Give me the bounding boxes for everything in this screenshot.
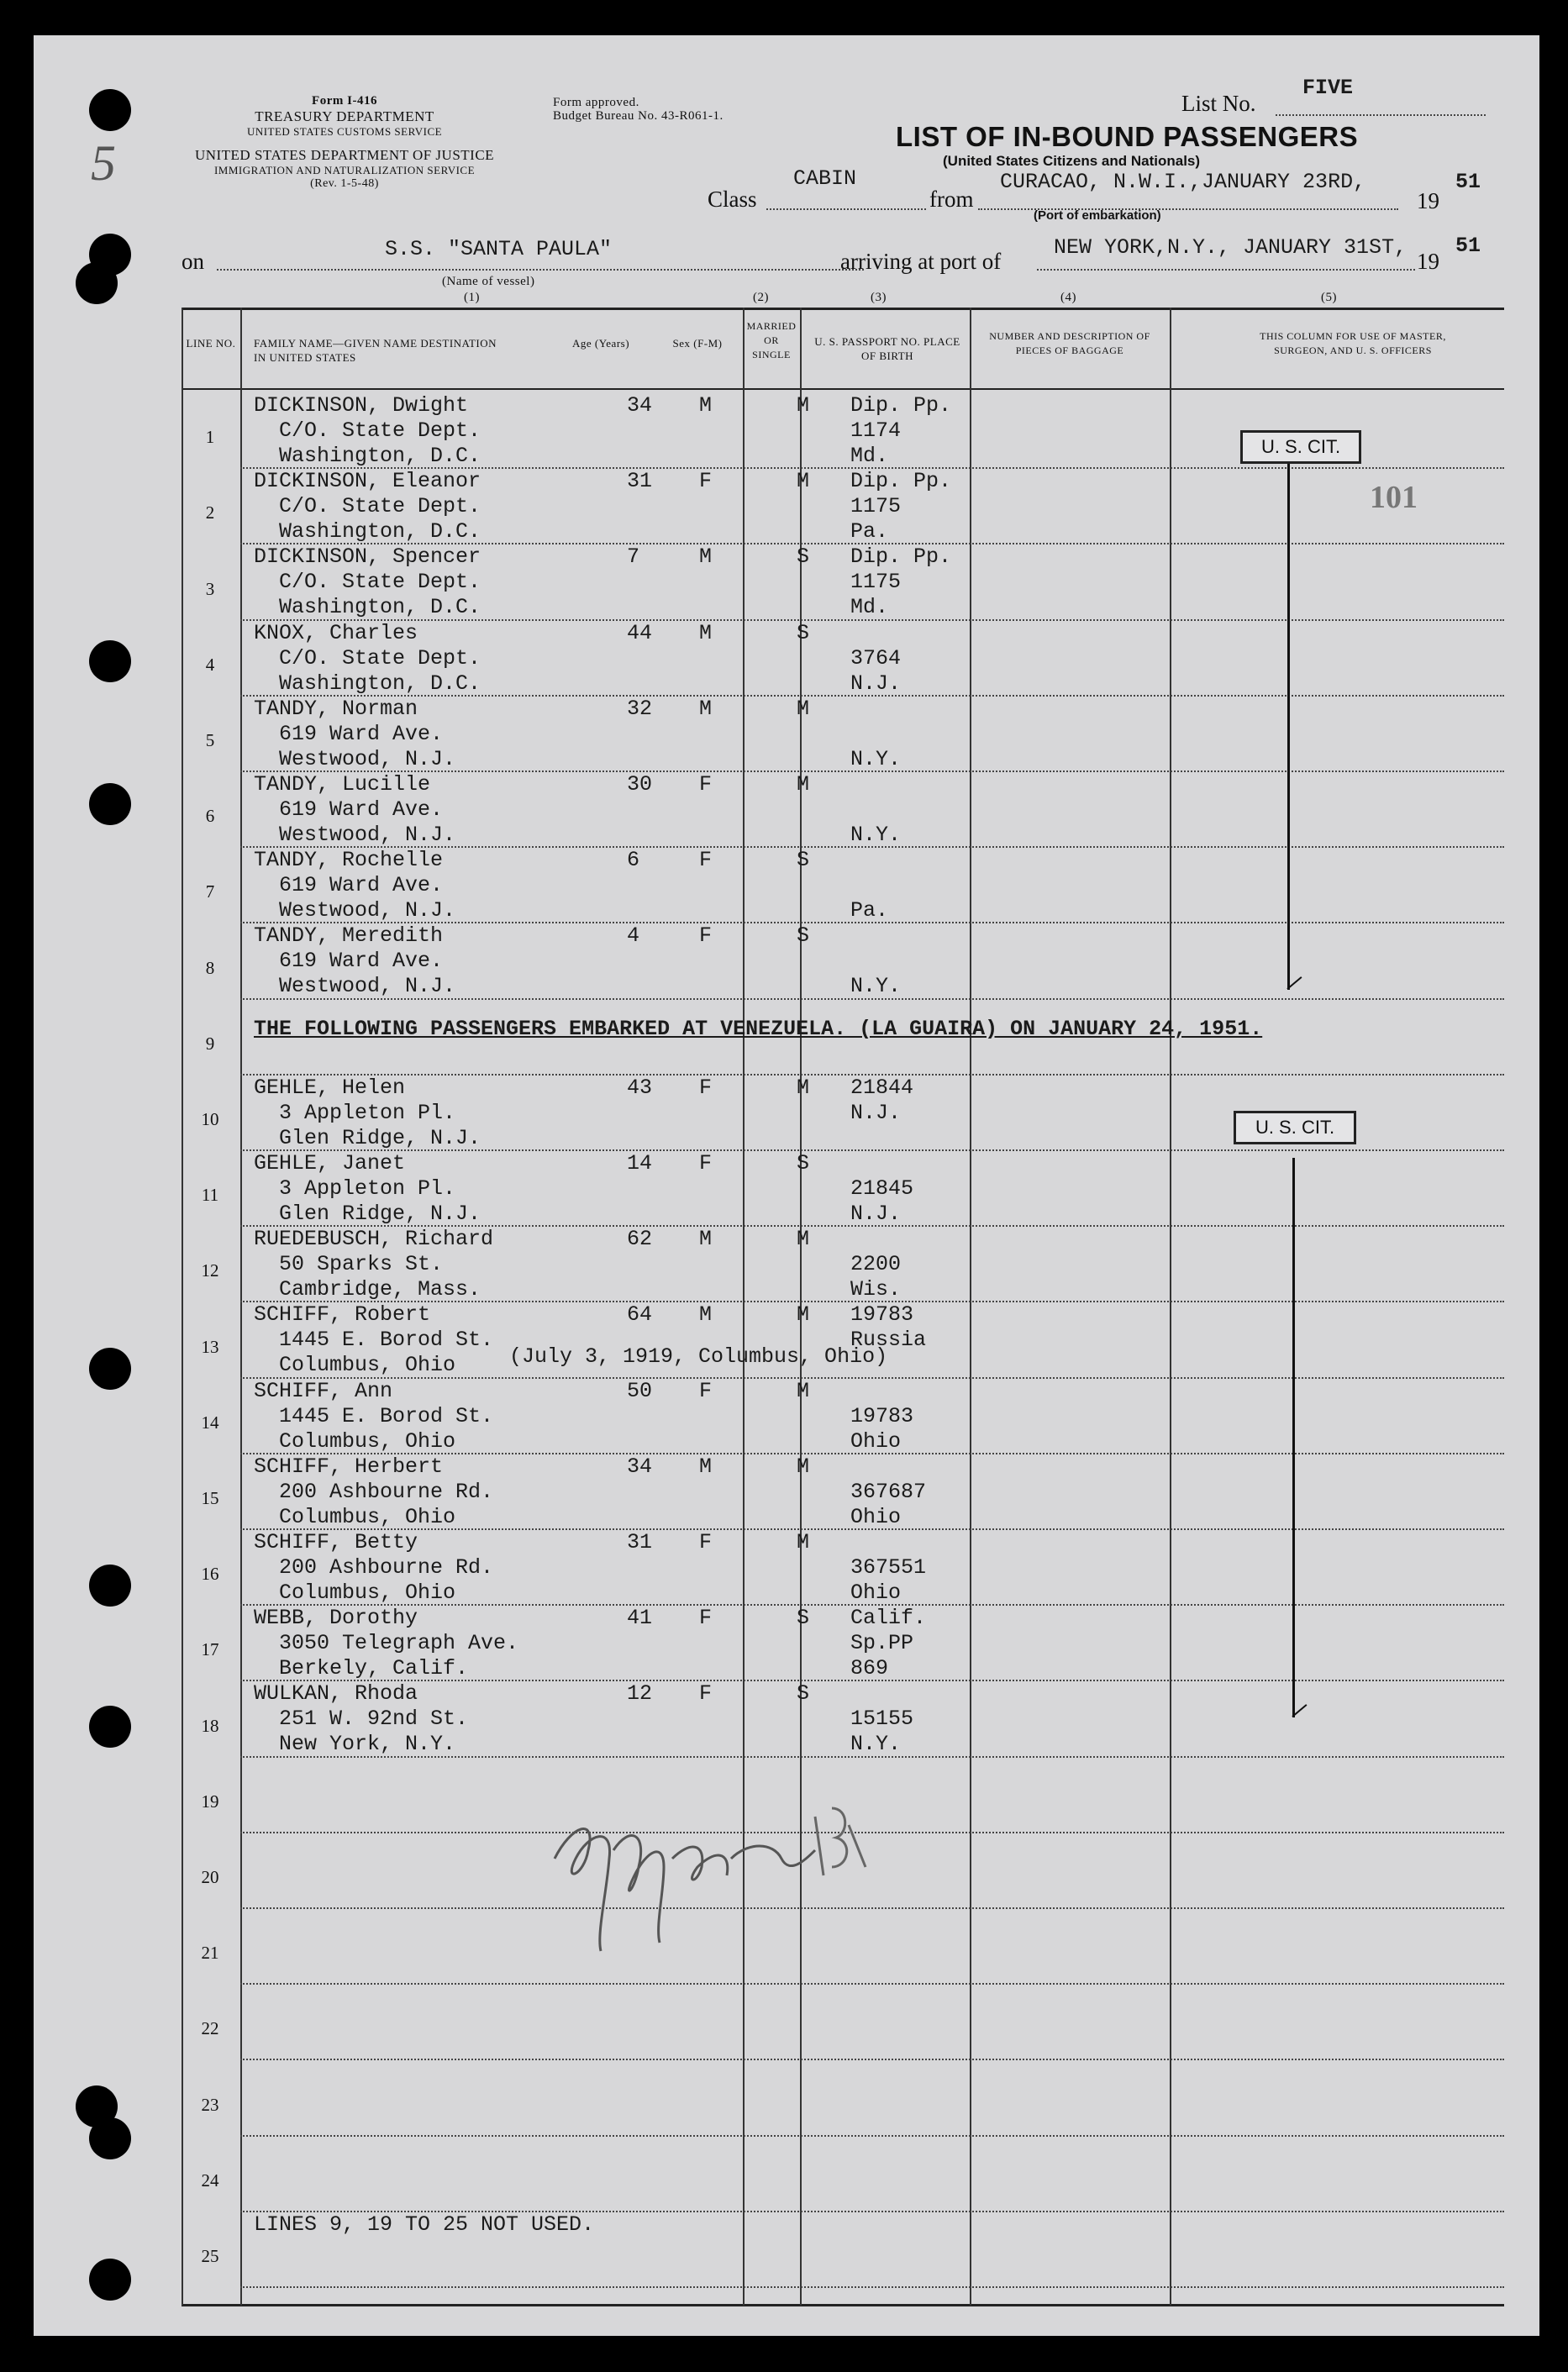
passport-birthplace: 21844 N.J. <box>850 1075 914 1125</box>
passenger-marital: M <box>797 1302 810 1328</box>
page-title: LIST OF IN-BOUND PASSENGERS <box>896 121 1359 152</box>
header-officers: THIS COLUMN FOR USE OF MASTER, SURGEON, AND U. S. OFFICERS <box>1260 330 1446 356</box>
row-divider <box>240 2059 1504 2060</box>
line-number: 23 <box>201 2094 219 2115</box>
col-line <box>743 308 745 2306</box>
from-year-prefix: 19 <box>1417 188 1439 213</box>
header-married: MARRIED OR SINGLE <box>746 320 797 360</box>
passenger-age: 43 <box>627 1075 653 1100</box>
row-divider <box>240 1983 1504 1985</box>
punch-hole <box>89 783 131 825</box>
passenger-age: 64 <box>627 1302 653 1328</box>
from-year: 51 <box>1455 170 1481 194</box>
passport-birthplace: Pa. <box>850 898 889 923</box>
punch-hole <box>89 2117 131 2159</box>
line-number: 5 <box>205 730 215 750</box>
line-number: 4 <box>205 654 215 675</box>
passenger-sex: F <box>699 1530 713 1554</box>
punch-hole <box>89 1565 131 1607</box>
passenger-sex: M <box>699 544 713 570</box>
passenger-marital: M <box>797 1378 810 1403</box>
bracket-line <box>1292 1158 1295 1717</box>
class-label: Class <box>708 187 757 212</box>
passenger-age: 62 <box>627 1227 653 1252</box>
arriving-year: 51 <box>1455 234 1481 258</box>
birth-note: (July 3, 1919, Columbus, Ohio) <box>509 1344 888 1369</box>
arriving-value: NEW YORK,N.Y., JANUARY 31ST, <box>1054 235 1408 260</box>
passenger-sex: M <box>699 1454 713 1479</box>
table-bottom-border <box>182 2304 1504 2306</box>
passenger-sex: F <box>699 1075 713 1100</box>
passenger-marital: S <box>797 848 810 873</box>
passenger-sex: M <box>699 620 713 645</box>
passenger-name: GEHLE, Janet 3 Appleton Pl. Glen Ridge, N.J. <box>254 1151 481 1226</box>
passenger-name: SCHIFF, Betty 200 Ashbourne Rd. Columbus, Ohio <box>254 1530 494 1605</box>
passenger-name: DICKINSON, Dwight C/O. State Dept. Washington, D.C. <box>254 393 481 468</box>
table-top-border <box>182 308 1504 310</box>
from-value: CURACAO, N.W.I.,JANUARY 23RD, <box>1000 170 1366 194</box>
passenger-name: SCHIFF, Herbert 200 Ashbourne Rd. Columbus, Ohio <box>254 1454 494 1529</box>
arriving-label: arriving at port of <box>840 249 1002 274</box>
punch-hole <box>89 89 131 131</box>
budget-bureau: Budget Bureau No. 43-R061-1. <box>553 109 723 123</box>
col-num-3: (3) <box>871 291 887 304</box>
header-sex: Sex (F-M) <box>672 337 723 350</box>
passenger-age: 14 <box>627 1151 653 1175</box>
list-no-label: List No. <box>1181 91 1256 116</box>
line-number: 16 <box>201 1564 219 1585</box>
passenger-age: 32 <box>627 696 653 721</box>
passenger-name: SCHIFF, Ann 1445 E. Borod St. Columbus, Ohio <box>254 1378 494 1454</box>
col-num-2: (2) <box>753 291 769 304</box>
passenger-name: GEHLE, Helen 3 Appleton Pl. Glen Ridge, N.J. <box>254 1075 481 1150</box>
header-baggage: NUMBER AND DESCRIPTION OF PIECES OF BAGGAGE <box>989 330 1150 356</box>
punch-hole <box>89 2259 131 2301</box>
bracket-line <box>1287 464 1290 990</box>
passenger-name: TANDY, Norman 619 Ward Ave. Westwood, N.J. <box>254 696 456 771</box>
passenger-marital: M <box>797 1075 810 1100</box>
line-number: 22 <box>201 2018 219 2039</box>
passenger-sex: F <box>699 469 713 494</box>
arriving-line <box>1037 269 1415 271</box>
passenger-sex: F <box>699 1681 713 1707</box>
passenger-age: 31 <box>627 469 653 494</box>
header-line-no: LINE NO. <box>186 337 236 350</box>
passenger-name: WEBB, Dorothy 3050 Telegraph Ave. Berkely, Calif. <box>254 1606 519 1681</box>
passenger-age: 50 <box>627 1378 653 1403</box>
table-header-border <box>182 388 1504 390</box>
dept-justice-sub: IMMIGRATION AND NATURALIZATION SERVICE <box>213 164 476 176</box>
passport-birthplace: 15155 N.Y. <box>850 1707 914 1757</box>
passenger-sex: F <box>699 848 713 873</box>
passenger-sex: F <box>699 772 713 797</box>
passport-birthplace: 19783 Ohio <box>850 1403 914 1454</box>
passenger-age: 30 <box>627 772 653 797</box>
class-line <box>766 208 926 210</box>
passenger-marital: S <box>797 923 810 949</box>
passenger-sex: M <box>699 1302 713 1328</box>
passenger-sex: F <box>699 1606 713 1631</box>
passenger-name: LINES 9, 19 TO 25 NOT USED. <box>254 2212 595 2237</box>
passenger-name: DICKINSON, Eleanor C/O. State Dept. Washington, D.C. <box>254 469 481 544</box>
passport-birthplace: Dip. Pp. 1175 Pa. <box>850 469 952 544</box>
passenger-marital: S <box>797 1606 810 1631</box>
header-name: FAMILY NAME—GIVEN NAME DESTINATION IN UNITED STATES <box>254 337 497 364</box>
page-subtitle: (United States Citizens and Nationals) <box>943 153 1201 169</box>
passenger-marital: M <box>797 469 810 494</box>
passenger-marital: M <box>797 1530 810 1554</box>
passenger-marital: M <box>797 1227 810 1252</box>
passenger-marital: S <box>797 1151 810 1175</box>
passenger-age: 31 <box>627 1530 653 1554</box>
passenger-name: TANDY, Rochelle 619 Ward Ave. Westwood, N.J. <box>254 848 456 923</box>
embarked-note: THE FOLLOWING PASSENGERS EMBARKED AT VENEZUELA. (LA GUAIRA) ON JANUARY 24, 1951. <box>254 1017 1263 1041</box>
line-number: 10 <box>201 1109 219 1129</box>
passport-birthplace: 19783 Russia <box>850 1302 927 1353</box>
passenger-sex: M <box>699 393 713 418</box>
passenger-age: 44 <box>627 620 653 645</box>
passenger-marital: M <box>797 696 810 721</box>
passenger-name: SCHIFF, Robert 1445 E. Borod St. Columbus, Ohio <box>254 1302 494 1378</box>
us-citizen-stamp: U. S. CIT. <box>1234 1111 1356 1144</box>
passenger-marital: S <box>797 1681 810 1707</box>
line-number: 7 <box>205 881 215 902</box>
passenger-sex: M <box>699 696 713 721</box>
form-approved: Form approved. <box>553 96 639 109</box>
passport-birthplace: 3764 N.J. <box>850 645 902 696</box>
passenger-sex: F <box>699 923 713 949</box>
line-number: 20 <box>201 1867 219 1887</box>
passenger-marital: S <box>797 620 810 645</box>
passenger-sex: F <box>699 1151 713 1175</box>
col-num-5: (5) <box>1321 291 1337 304</box>
line-number: 2 <box>205 502 215 523</box>
revision: (Rev. 1-5-48) <box>310 177 379 190</box>
line-number: 8 <box>205 957 215 978</box>
passport-birthplace: N.Y. <box>850 746 902 771</box>
passport-birthplace: 21845 N.J. <box>850 1176 914 1226</box>
manifest-page <box>34 35 1539 2336</box>
line-number: 19 <box>201 1791 219 1812</box>
page-number-stamp: 101 <box>1370 480 1418 515</box>
passport-birthplace: 367687 Ohio <box>850 1479 927 1529</box>
punch-hole <box>89 1348 131 1390</box>
passport-birthplace: Calif. Sp.PP 869 <box>850 1606 927 1681</box>
passport-birthplace: N.Y. <box>850 974 902 999</box>
col-line <box>182 308 183 2306</box>
passenger-name: DICKINSON, Spencer C/O. State Dept. Washington, D.C. <box>254 544 481 620</box>
line-number: 6 <box>205 806 215 827</box>
line-number: 14 <box>201 1412 219 1433</box>
line-number: 1 <box>205 427 215 448</box>
from-label: from <box>929 187 974 212</box>
passenger-age: 4 <box>627 923 640 949</box>
line-number: 9 <box>205 1033 215 1054</box>
passenger-age: 7 <box>627 544 640 570</box>
port-embarkation-label: (Port of embarkation) <box>1034 208 1161 223</box>
class-value: CABIN <box>793 166 857 191</box>
list-no-line <box>1276 114 1486 116</box>
passenger-age: 34 <box>627 1454 653 1479</box>
passport-birthplace: N.Y. <box>850 823 902 847</box>
passenger-age: 12 <box>627 1681 653 1707</box>
signature <box>538 1758 874 1976</box>
us-citizen-stamp: U. S. CIT. <box>1240 430 1361 464</box>
header-passport: U. S. PASSPORT NO. PLACE OF BIRTH <box>814 335 960 362</box>
form-number: Form I-416 <box>312 94 377 108</box>
margin-mark: 5 <box>91 135 116 191</box>
line-number: 17 <box>201 1639 219 1660</box>
vessel-label: (Name of vessel) <box>442 275 535 288</box>
line-number: 15 <box>201 1488 219 1508</box>
passenger-name: TANDY, Meredith 619 Ward Ave. Westwood, N.J. <box>254 923 456 999</box>
col-line <box>1170 308 1171 2306</box>
col-line <box>240 308 242 2306</box>
dept-treasury-sub: UNITED STATES CUSTOMS SERVICE <box>246 125 443 138</box>
passport-birthplace: 367551 Ohio <box>850 1555 927 1605</box>
line-number: 25 <box>201 2246 219 2266</box>
line-number: 3 <box>205 578 215 599</box>
passenger-name: WULKAN, Rhoda 251 W. 92nd St. New York, N.Y. <box>254 1681 469 1757</box>
passenger-marital: M <box>797 393 810 418</box>
punch-hole <box>89 640 131 682</box>
punch-hole <box>76 262 118 304</box>
line-number: 13 <box>201 1336 219 1357</box>
line-number: 18 <box>201 1715 219 1736</box>
on-label: on <box>182 249 204 274</box>
passenger-sex: F <box>699 1378 713 1403</box>
passenger-age: 6 <box>627 848 640 873</box>
col-num-4: (4) <box>1060 291 1076 304</box>
passenger-name: KNOX, Charles C/O. State Dept. Washington, D.C. <box>254 620 481 696</box>
passenger-age: 34 <box>627 393 653 418</box>
arriving-year-prefix: 19 <box>1417 249 1439 274</box>
line-number: 21 <box>201 1943 219 1964</box>
row-divider <box>240 2135 1504 2137</box>
punch-hole <box>89 1706 131 1748</box>
passport-birthplace: Dip. Pp. 1174 Md. <box>850 393 952 468</box>
passenger-name: RUEDEBUSCH, Richard 50 Sparks St. Cambridge, Mass. <box>254 1227 494 1302</box>
passenger-marital: M <box>797 772 810 797</box>
vessel-name: S.S. "SANTA PAULA" <box>385 237 613 261</box>
col-num-1: (1) <box>464 291 480 304</box>
list-no-value: FIVE <box>1302 76 1354 100</box>
passport-birthplace: 2200 Wis. <box>850 1252 902 1302</box>
passenger-marital: M <box>797 1454 810 1479</box>
passenger-age: 41 <box>627 1606 653 1631</box>
line-number: 24 <box>201 2170 219 2191</box>
passport-birthplace: Dip. Pp. 1175 Md. <box>850 544 952 620</box>
dept-treasury: TREASURY DEPARTMENT <box>255 108 434 124</box>
vessel-line <box>217 269 864 271</box>
line-number: 12 <box>201 1260 219 1281</box>
passenger-sex: M <box>699 1227 713 1252</box>
row-divider <box>240 2286 1504 2288</box>
header-age: Age (Years) <box>571 337 630 350</box>
passenger-marital: S <box>797 544 810 570</box>
line-number: 11 <box>201 1185 219 1206</box>
col-line <box>970 308 971 2306</box>
dept-justice: UNITED STATES DEPARTMENT OF JUSTICE <box>194 147 495 163</box>
passenger-name: TANDY, Lucille 619 Ward Ave. Westwood, N.J. <box>254 772 456 847</box>
